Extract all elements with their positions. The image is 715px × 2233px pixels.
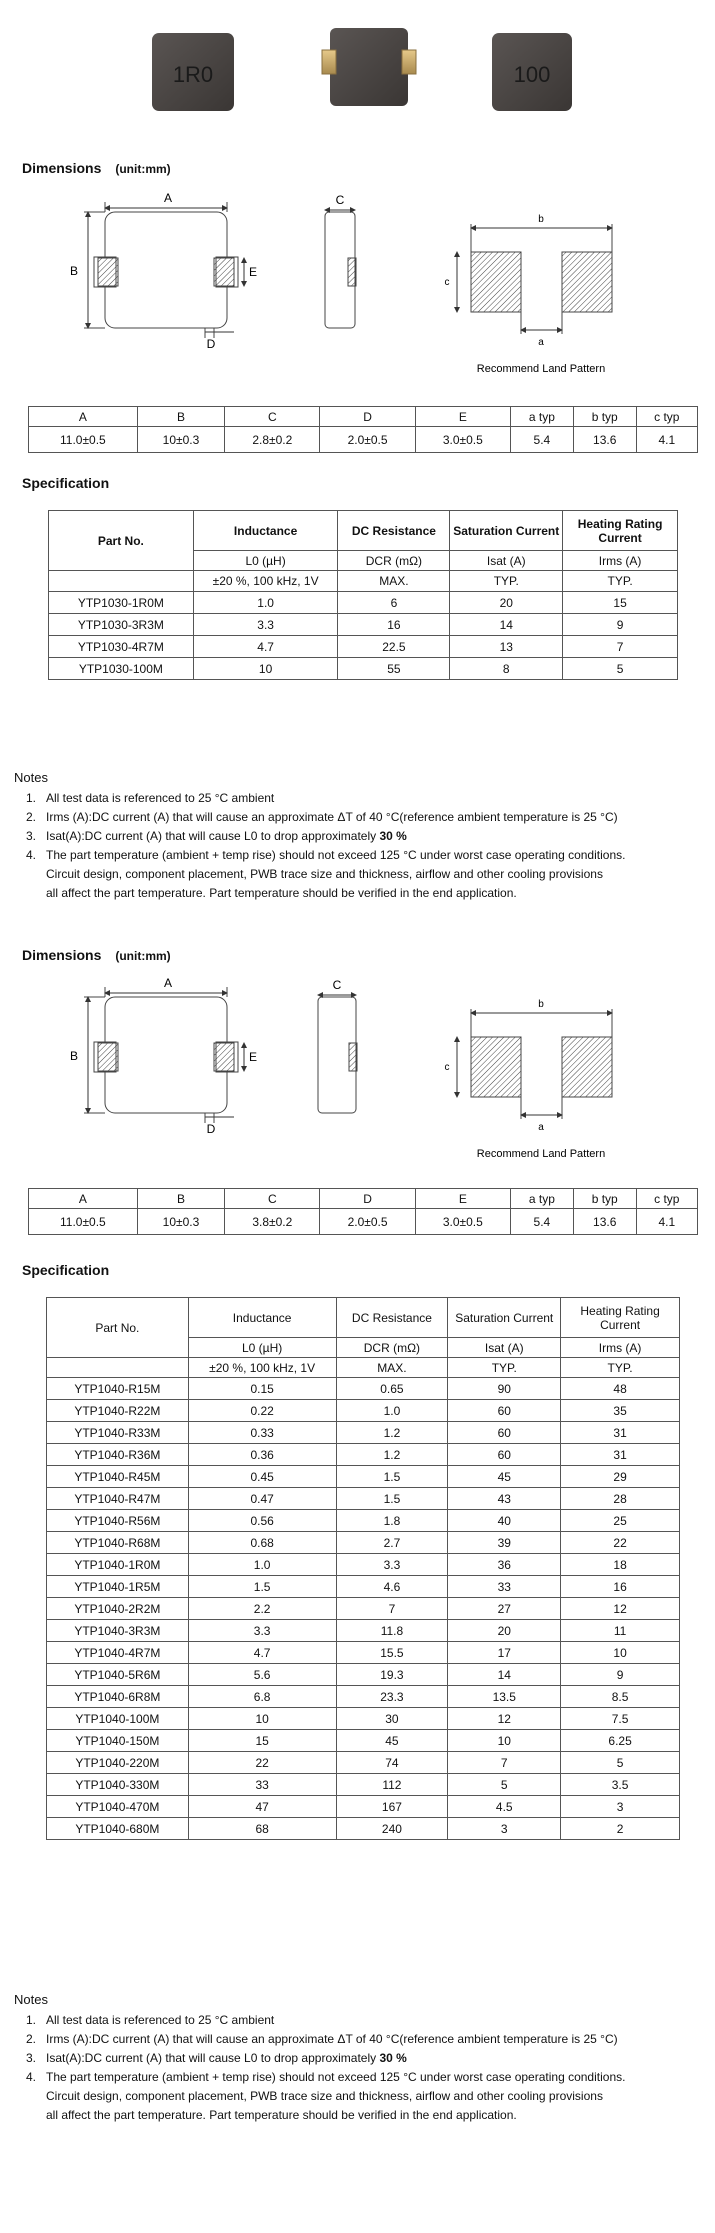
dim-label-C: C — [332, 978, 342, 992]
spec-value-cell: 0.15 — [188, 1378, 336, 1400]
dim-value: 4.1 — [636, 1209, 697, 1235]
dimension-header-row — [29, 1189, 698, 1209]
spec-value-cell: 0.56 — [188, 1510, 336, 1532]
spec-value-cell: 13.5 — [448, 1686, 561, 1708]
inductor-photo-2 — [322, 28, 416, 106]
part-number-cell: YTP1040-220M — [47, 1752, 189, 1774]
spec-value-cell: 20 — [450, 592, 563, 614]
dim-value: 5.4 — [510, 1209, 573, 1235]
dim-label-C: C — [335, 193, 345, 207]
irms-typ: TYP. — [563, 571, 678, 592]
table-row — [47, 1752, 680, 1774]
spec-value-cell: 40 — [448, 1510, 561, 1532]
dim-header: b typ — [573, 1189, 636, 1209]
table-row — [47, 1400, 680, 1422]
isat-unit: Isat (A) — [448, 1338, 561, 1358]
dc-resistance-header: DC Resistance — [338, 511, 450, 551]
table-row — [47, 1422, 680, 1444]
spec-value-cell: 22 — [188, 1752, 336, 1774]
part-number-cell: YTP1040-5R6M — [47, 1664, 189, 1686]
note-number: 1. — [25, 2013, 36, 2027]
notes-list — [14, 789, 704, 903]
dimension-value-row — [29, 427, 698, 453]
spec-value-cell: 1.0 — [336, 1400, 448, 1422]
note-text: All test data is referenced to 25 °C ambient — [46, 791, 275, 805]
table-row — [47, 1796, 680, 1818]
isat-unit: Isat (A) — [450, 551, 563, 571]
spec-value-cell: 7 — [448, 1752, 561, 1774]
table-row — [47, 1818, 680, 1840]
dim-header: A — [29, 407, 138, 427]
part-number-cell: YTP1040-3R3M — [47, 1620, 189, 1642]
dimension-table — [28, 406, 698, 453]
isat-typ: TYP. — [448, 1358, 561, 1378]
note-item — [14, 846, 704, 903]
side-view — [318, 995, 357, 1113]
part-number-cell: YTP1040-R45M — [47, 1466, 189, 1488]
spec-value-cell: 30 — [336, 1708, 448, 1730]
heating-header: Heating Rating Current — [563, 511, 678, 551]
land-pattern-caption: Recommend Land Pattern — [476, 1148, 606, 1160]
spec-value-cell: 6.25 — [561, 1730, 680, 1752]
spec-value-cell: 0.33 — [188, 1422, 336, 1444]
spec-value-cell: 167 — [336, 1796, 448, 1818]
spec-value-cell: 1.2 — [336, 1422, 448, 1444]
note-item — [14, 2068, 704, 2125]
spec-value-cell: 10 — [561, 1642, 680, 1664]
irms-unit: Irms (A) — [561, 1338, 680, 1358]
spec-value-cell: 16 — [338, 614, 450, 636]
spec-value-cell: 14 — [448, 1664, 561, 1686]
spec-value-cell: 47 — [188, 1796, 336, 1818]
dim-label-E: E — [248, 265, 258, 279]
spec-value-cell: 10 — [188, 1708, 336, 1730]
spec-value-cell: 33 — [188, 1774, 336, 1796]
dim-value: 3.0±0.5 — [415, 1209, 510, 1235]
part-marking: 1R0 — [172, 62, 214, 87]
dim-label-c: c — [444, 1062, 450, 1073]
dim-value: 13.6 — [573, 427, 636, 453]
spec-value-cell: 2.7 — [336, 1532, 448, 1554]
dim-header: A — [29, 1189, 138, 1209]
spec-value-cell: 2.2 — [188, 1598, 336, 1620]
dimensions-title: Dimensions (unit:mm) — [22, 947, 171, 963]
dim-value: 2.0±0.5 — [320, 427, 415, 453]
specification-table — [48, 510, 678, 680]
note-text: Irms (A):DC current (A) that will cause an approximate ΔT of 40 °C(reference ambient temperature is 25 °C) — [46, 2032, 618, 2046]
table-row — [47, 1708, 680, 1730]
spec-value-cell: 1.0 — [193, 592, 338, 614]
note-item — [14, 2030, 704, 2049]
isat-typ: TYP. — [450, 571, 563, 592]
part-number-cell: YTP1040-150M — [47, 1730, 189, 1752]
spec-value-cell: 5 — [448, 1774, 561, 1796]
dim-header: B — [137, 1189, 225, 1209]
part-number-cell: YTP1040-330M — [47, 1774, 189, 1796]
dim-header: c typ — [636, 407, 697, 427]
spec-value-cell: 20 — [448, 1620, 561, 1642]
spec-value-cell: 25 — [561, 1510, 680, 1532]
saturation-header: Saturation Current — [450, 511, 563, 551]
spec-value-cell: 240 — [336, 1818, 448, 1840]
spec-value-cell: 15.5 — [336, 1642, 448, 1664]
dim-value: 13.6 — [573, 1209, 636, 1235]
dim-value: 10±0.3 — [137, 1209, 225, 1235]
dimension-table — [28, 1188, 698, 1235]
dim-value: 3.8±0.2 — [225, 1209, 320, 1235]
inductance-header: Inductance — [193, 511, 338, 551]
dim-header: D — [320, 1189, 415, 1209]
heating-header: Heating Rating Current — [561, 1298, 680, 1338]
irms-typ: TYP. — [561, 1358, 680, 1378]
dim-label-D: D — [206, 337, 216, 351]
spec-value-cell: 15 — [563, 592, 678, 614]
l0-unit: L0 (µH) — [188, 1338, 336, 1358]
part-number-cell: YTP1040-R68M — [47, 1532, 189, 1554]
dim-header: B — [137, 407, 225, 427]
spec-value-cell: 7.5 — [561, 1708, 680, 1730]
note-text: Isat(A):DC current (A) that will cause L0 to drop approximately 30 % — [46, 2051, 407, 2065]
dim-label-b: b — [538, 999, 544, 1010]
dim-label-A: A — [163, 191, 173, 205]
note-text: The part temperature (ambient + temp rise) should not exceed 125 °C under worst case operating conditions. Circuit design, component placement, PWB trace size and thickness, airflow and other cooling provisions all affect the part temperature. Part temperature should be verified in the end application. — [46, 2070, 626, 2122]
spec-value-cell: 60 — [448, 1444, 561, 1466]
dcr-max: MAX. — [336, 1358, 448, 1378]
spec-value-cell: 4.5 — [448, 1796, 561, 1818]
spec-value-cell: 19.3 — [336, 1664, 448, 1686]
inductance-header: Inductance — [188, 1298, 336, 1338]
spec-value-cell: 5 — [563, 658, 678, 680]
spec-value-cell: 45 — [448, 1466, 561, 1488]
side-view — [325, 210, 356, 328]
dim-label-b: b — [538, 214, 544, 225]
top-view — [84, 987, 244, 1123]
table-row — [49, 592, 678, 614]
irms-unit: Irms (A) — [563, 551, 678, 571]
table-row — [47, 1642, 680, 1664]
table-row — [49, 614, 678, 636]
spec-value-cell: 1.5 — [188, 1576, 336, 1598]
inductor-photo-3 — [492, 33, 572, 111]
notes-title: Notes — [14, 1992, 48, 2007]
spec-value-cell: 7 — [563, 636, 678, 658]
table-row — [47, 1620, 680, 1642]
table-row — [49, 636, 678, 658]
spec-value-cell: 4.6 — [336, 1576, 448, 1598]
spec-value-cell: 8.5 — [561, 1686, 680, 1708]
spec-value-cell: 0.36 — [188, 1444, 336, 1466]
spec-value-cell: 7 — [336, 1598, 448, 1620]
note-number: 2. — [25, 2032, 36, 2046]
specification-title: Specification — [22, 475, 110, 491]
spec-value-cell: 5 — [561, 1752, 680, 1774]
dimensions-title: Dimensions (unit:mm) — [22, 160, 171, 176]
spec-value-cell: 68 — [188, 1818, 336, 1840]
dim-label-a: a — [538, 337, 544, 348]
spec-value-cell: 55 — [338, 658, 450, 680]
spec-value-cell: 74 — [336, 1752, 448, 1774]
inductor-photo-1 — [152, 33, 234, 111]
dim-value: 11.0±0.5 — [29, 427, 138, 453]
spec-value-cell: 4.7 — [193, 636, 338, 658]
part-number-cell: YTP1030-1R0M — [49, 592, 194, 614]
spec-value-cell: 3 — [561, 1796, 680, 1818]
spec-value-cell: 3 — [448, 1818, 561, 1840]
dimension-value-row — [29, 1209, 698, 1235]
spec-header-row — [47, 1298, 680, 1338]
land-pattern — [457, 1009, 612, 1119]
part-number-cell: YTP1040-R56M — [47, 1510, 189, 1532]
part-number-cell: YTP1040-R22M — [47, 1400, 189, 1422]
spec-value-cell: 90 — [448, 1378, 561, 1400]
spec-value-cell: 29 — [561, 1466, 680, 1488]
spec-value-cell: 60 — [448, 1422, 561, 1444]
spec-value-cell: 10 — [448, 1730, 561, 1752]
spec-value-cell: 0.68 — [188, 1532, 336, 1554]
notes-section — [14, 1990, 704, 2125]
spec-value-cell: 6 — [338, 592, 450, 614]
note-number: 4. — [25, 2070, 36, 2084]
part-number-cell: YTP1030-3R3M — [49, 614, 194, 636]
spec-value-cell: 0.47 — [188, 1488, 336, 1510]
spec-value-cell: 9 — [561, 1664, 680, 1686]
dim-header: a typ — [510, 1189, 573, 1209]
part-number-cell: YTP1040-100M — [47, 1708, 189, 1730]
spec-value-cell: 2 — [561, 1818, 680, 1840]
spec-value-cell: 5.6 — [188, 1664, 336, 1686]
note-number: 3. — [25, 2051, 36, 2065]
spec-value-cell: 17 — [448, 1642, 561, 1664]
dim-label-A: A — [163, 976, 173, 990]
note-item — [14, 2049, 704, 2068]
part-number-cell: YTP1040-R33M — [47, 1422, 189, 1444]
part-marking: 100 — [513, 62, 551, 87]
table-row — [47, 1730, 680, 1752]
spec-value-cell: 13 — [450, 636, 563, 658]
dim-value: 3.0±0.5 — [415, 427, 510, 453]
note-emphasis: 30 % — [379, 829, 407, 843]
spec-value-cell: 0.65 — [336, 1378, 448, 1400]
spec-value-cell: 1.5 — [336, 1488, 448, 1510]
part-number-cell: YTP1040-1R0M — [47, 1554, 189, 1576]
notes-list — [14, 2011, 704, 2125]
dimension-drawing — [0, 975, 715, 1165]
spec-condition-row — [47, 1358, 680, 1378]
spec-value-cell: 11 — [561, 1620, 680, 1642]
spec-value-cell: 48 — [561, 1378, 680, 1400]
note-item — [14, 2011, 704, 2030]
spec-value-cell: 16 — [561, 1576, 680, 1598]
spec-value-cell: 10 — [193, 658, 338, 680]
spec-value-cell: 15 — [188, 1730, 336, 1752]
table-row — [47, 1378, 680, 1400]
dim-header: c typ — [636, 1189, 697, 1209]
part-number-cell: YTP1040-R15M — [47, 1378, 189, 1400]
test-condition: ±20 %, 100 kHz, 1V — [193, 571, 338, 592]
dim-value: 2.0±0.5 — [320, 1209, 415, 1235]
dim-header: b typ — [573, 407, 636, 427]
table-row — [47, 1466, 680, 1488]
spec-value-cell: 3.3 — [193, 614, 338, 636]
dim-label-D: D — [206, 1122, 216, 1136]
note-item — [14, 808, 704, 827]
note-number: 3. — [25, 829, 36, 843]
spec-value-cell: 11.8 — [336, 1620, 448, 1642]
table-row — [49, 658, 678, 680]
spec-value-cell: 14 — [450, 614, 563, 636]
note-text: The part temperature (ambient + temp rise) should not exceed 125 °C under worst case operating conditions. Circuit design, component placement, PWB trace size and thickness, airflow and other cooling provisions all affect the part temperature. Part temperature should be verified in the end application. — [46, 848, 626, 900]
dcr-max: MAX. — [338, 571, 450, 592]
part-no-header: Part No. — [49, 511, 194, 571]
spec-value-cell: 3.5 — [561, 1774, 680, 1796]
part-number-cell: YTP1040-470M — [47, 1796, 189, 1818]
top-view — [84, 202, 244, 338]
spec-value-cell: 3.3 — [336, 1554, 448, 1576]
dim-label-a: a — [538, 1122, 544, 1133]
note-text: Irms (A):DC current (A) that will cause an approximate ΔT of 40 °C(reference ambient temperature is 25 °C) — [46, 810, 618, 824]
saturation-header: Saturation Current — [448, 1298, 561, 1338]
spec-value-cell: 43 — [448, 1488, 561, 1510]
spec-value-cell: 31 — [561, 1444, 680, 1466]
spec-value-cell: 31 — [561, 1422, 680, 1444]
spec-header-row — [49, 511, 678, 551]
dim-value: 4.1 — [636, 427, 697, 453]
notes-section — [14, 768, 704, 903]
note-text: Isat(A):DC current (A) that will cause L0 to drop approximately 30 % — [46, 829, 407, 843]
specification-title: Specification — [22, 1262, 110, 1278]
part-number-cell: YTP1040-R36M — [47, 1444, 189, 1466]
note-number: 1. — [25, 791, 36, 805]
dim-value: 10±0.3 — [137, 427, 225, 453]
spec-value-cell: 4.7 — [188, 1642, 336, 1664]
specification-table — [46, 1297, 680, 1840]
spec-value-cell: 35 — [561, 1400, 680, 1422]
spec-value-cell: 1.0 — [188, 1554, 336, 1576]
spec-value-cell: 60 — [448, 1400, 561, 1422]
note-number: 4. — [25, 848, 36, 862]
dim-value: 5.4 — [510, 427, 573, 453]
part-no-header: Part No. — [47, 1298, 189, 1358]
table-row — [47, 1510, 680, 1532]
table-row — [47, 1576, 680, 1598]
land-pattern — [457, 224, 612, 334]
table-row — [47, 1532, 680, 1554]
spec-value-cell: 1.2 — [336, 1444, 448, 1466]
spec-value-cell: 0.45 — [188, 1466, 336, 1488]
spec-value-cell: 23.3 — [336, 1686, 448, 1708]
dim-header: E — [415, 407, 510, 427]
table-row — [47, 1686, 680, 1708]
dim-label-E: E — [248, 1050, 258, 1064]
note-item — [14, 789, 704, 808]
part-number-cell: YTP1040-1R5M — [47, 1576, 189, 1598]
dim-header: C — [225, 407, 320, 427]
table-row — [47, 1444, 680, 1466]
note-item — [14, 827, 704, 846]
note-emphasis: 30 % — [379, 2051, 407, 2065]
spec-value-cell: 22.5 — [338, 636, 450, 658]
test-condition: ±20 %, 100 kHz, 1V — [188, 1358, 336, 1378]
dim-header: D — [320, 407, 415, 427]
spec-value-cell: 33 — [448, 1576, 561, 1598]
part-number-cell: YTP1040-680M — [47, 1818, 189, 1840]
table-row — [47, 1598, 680, 1620]
dim-label-c: c — [444, 277, 450, 288]
spec-value-cell: 1.8 — [336, 1510, 448, 1532]
notes-title: Notes — [14, 770, 48, 785]
table-row — [47, 1488, 680, 1510]
spec-value-cell: 45 — [336, 1730, 448, 1752]
dim-value: 2.8±0.2 — [225, 427, 320, 453]
spec-value-cell: 27 — [448, 1598, 561, 1620]
dim-header: E — [415, 1189, 510, 1209]
spec-value-cell: 6.8 — [188, 1686, 336, 1708]
spec-condition-row — [49, 571, 678, 592]
table-row — [47, 1554, 680, 1576]
table-row — [47, 1664, 680, 1686]
dc-resistance-header: DC Resistance — [336, 1298, 448, 1338]
dcr-unit: DCR (mΩ) — [336, 1338, 448, 1358]
dim-value: 11.0±0.5 — [29, 1209, 138, 1235]
spec-value-cell: 112 — [336, 1774, 448, 1796]
note-text: All test data is referenced to 25 °C ambient — [46, 2013, 275, 2027]
part-number-cell: YTP1040-4R7M — [47, 1642, 189, 1664]
part-number-cell: YTP1040-R47M — [47, 1488, 189, 1510]
spec-value-cell: 22 — [561, 1532, 680, 1554]
part-number-cell: YTP1040-2R2M — [47, 1598, 189, 1620]
part-number-cell: YTP1030-100M — [49, 658, 194, 680]
dim-label-B: B — [69, 1049, 79, 1063]
spec-value-cell: 12 — [448, 1708, 561, 1730]
spec-value-cell: 18 — [561, 1554, 680, 1576]
spec-value-cell: 12 — [561, 1598, 680, 1620]
dimension-drawing — [0, 190, 715, 380]
product-photos — [0, 0, 715, 120]
land-pattern-caption: Recommend Land Pattern — [476, 363, 606, 375]
spec-value-cell: 36 — [448, 1554, 561, 1576]
part-number-cell: YTP1040-6R8M — [47, 1686, 189, 1708]
unit-label: (unit:mm) — [115, 162, 171, 176]
spec-value-cell: 1.5 — [336, 1466, 448, 1488]
part-number-cell: YTP1030-4R7M — [49, 636, 194, 658]
note-number: 2. — [25, 810, 36, 824]
spec-value-cell: 3.3 — [188, 1620, 336, 1642]
spec-value-cell: 0.22 — [188, 1400, 336, 1422]
dim-header: C — [225, 1189, 320, 1209]
dimension-header-row — [29, 407, 698, 427]
spec-value-cell: 8 — [450, 658, 563, 680]
dcr-unit: DCR (mΩ) — [338, 551, 450, 571]
dim-label-B: B — [69, 264, 79, 278]
spec-value-cell: 39 — [448, 1532, 561, 1554]
l0-unit: L0 (µH) — [193, 551, 338, 571]
spec-value-cell: 9 — [563, 614, 678, 636]
dim-header: a typ — [510, 407, 573, 427]
unit-label: (unit:mm) — [115, 949, 171, 963]
spec-value-cell: 28 — [561, 1488, 680, 1510]
table-row — [47, 1774, 680, 1796]
